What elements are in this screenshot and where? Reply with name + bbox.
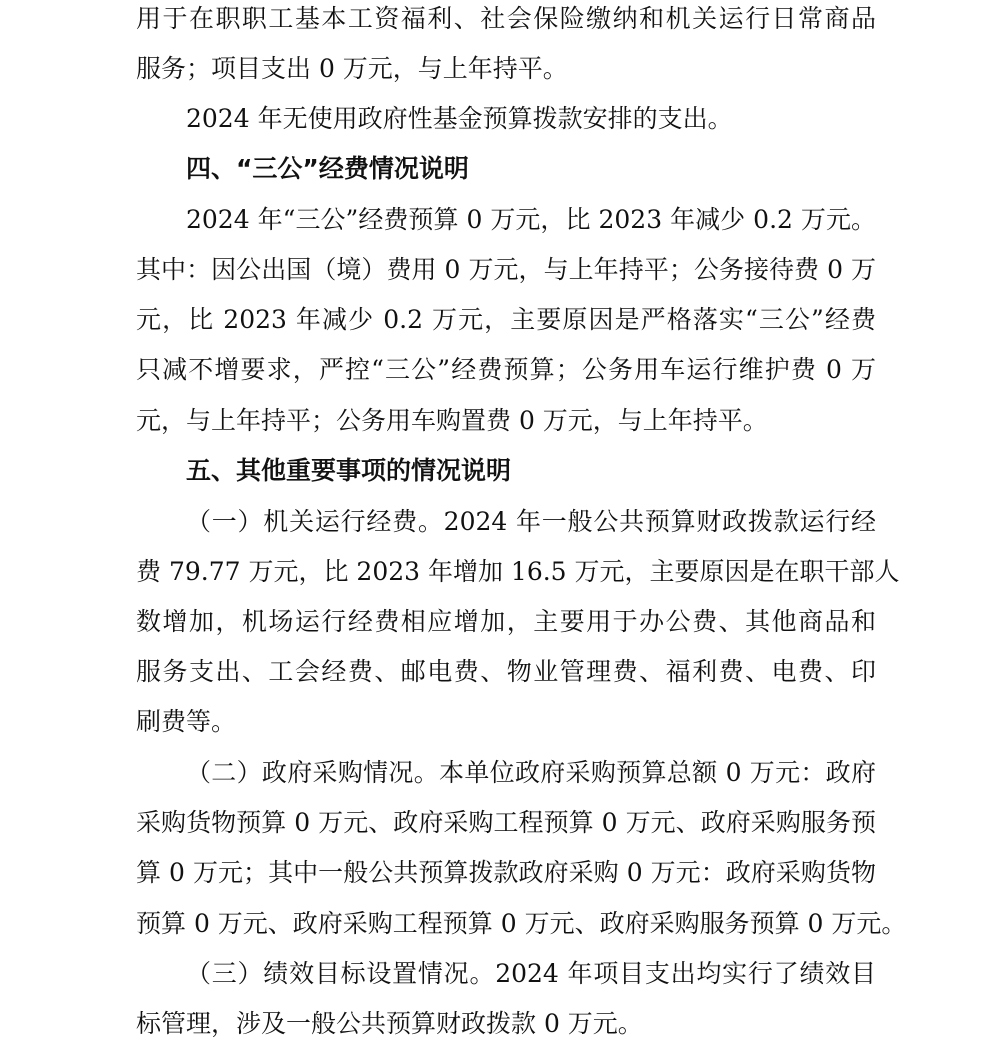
body-line: （二）政府采购情况。本单位政府采购预算总额 0 万元：政府 — [186, 758, 876, 787]
body-line: 预算 0 万元、政府采购工程预算 0 万元、政府采购服务预算 0 万元。 — [136, 909, 907, 938]
body-line: 服务；项目支出 0 万元，与上年持平。 — [136, 54, 568, 83]
body-line: 元，比 2023 年减少 0.2 万元，主要原因是严格落实“三公”经费 — [136, 305, 876, 334]
section-heading-five: 五、其他重要事项的情况说明 — [186, 456, 512, 485]
body-line: 标管理，涉及一般公共预算财政拨款 0 万元。 — [136, 1009, 643, 1038]
body-line: 其中：因公出国（境）费用 0 万元，与上年持平；公务接待费 0 万 — [136, 255, 876, 284]
body-line: 算 0 万元；其中一般公共预算拨款政府采购 0 万元：政府采购货物 — [136, 858, 876, 887]
body-line: 元，与上年持平；公务用车购置费 0 万元，与上年持平。 — [136, 406, 768, 435]
body-line: 刷费等。 — [136, 707, 237, 736]
body-line: 2024 年“三公”经费预算 0 万元，比 2023 年减少 0.2 万元。 — [186, 205, 876, 234]
body-line: 2024 年无使用政府性基金预算拨款安排的支出。 — [186, 104, 733, 133]
body-line: 费 79.77 万元，比 2023 年增加 16.5 万元，主要原因是在职干部人 — [136, 557, 900, 586]
section-heading-four: 四、“三公”经费情况说明 — [186, 154, 469, 183]
body-line: 数增加，机场运行经费相应增加，主要用于办公费、其他商品和 — [136, 607, 876, 636]
body-line: 用于在职职工基本工资福利、社会保险缴纳和机关运行日常商品 — [136, 4, 876, 33]
body-line: 只减不增要求，严控“三公”经费预算；公务用车运行维护费 0 万 — [136, 355, 876, 384]
body-line: （三）绩效目标设置情况。2024 年项目支出均实行了绩效目 — [186, 959, 876, 988]
body-line: （一）机关运行经费。2024 年一般公共预算财政拨款运行经 — [186, 507, 876, 536]
body-line: 采购货物预算 0 万元、政府采购工程预算 0 万元、政府采购服务预 — [136, 808, 876, 837]
body-line: 服务支出、工会经费、邮电费、物业管理费、福利费、电费、印 — [136, 657, 876, 686]
